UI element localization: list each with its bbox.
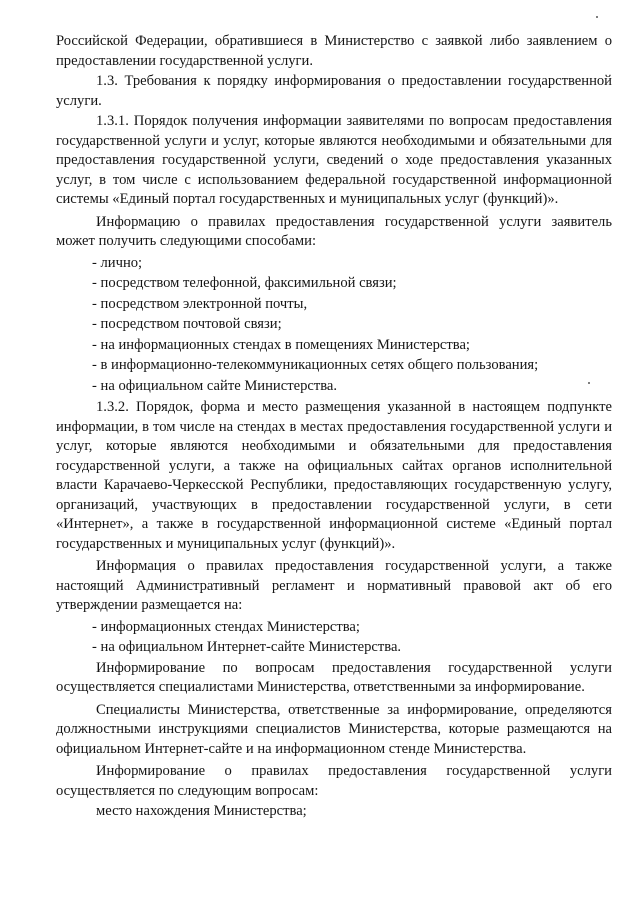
document-body (56, 32, 612, 822)
paragraph-section-1-3: 1.3. Требования к порядку информирования о предоставлении государственной услуги. (56, 73, 612, 109)
paragraph-specialists-duties: Специалисты Министерства, ответственные за информирование, определяются должностными инструкциями специалистов Министерства, которые размещаются на официальном Интернет-сайте и на информационном стенде Министерства. (56, 701, 612, 757)
list-item: - на информационных стендах в помещениях Министерства; (92, 336, 470, 353)
paragraph-section-1-3-1: 1.3.1. Порядок получения информации заявителями по вопросам предоставления государственной услуги и услуг, которые являются необходимыми и обязательными для предоставления государственной услуги, сведений о ходе предоставления указанных услуг, в том числе с использованием федеральной государственной информационной системы «Единый портал государственных и муниципальных услуг (функций)». (56, 113, 612, 207)
list-item: - информационных стендах Министерства; (92, 618, 360, 635)
paragraph-ministry-location: место нахождения Министерства; (96, 803, 307, 819)
paragraph-ways-intro: Информацию о правилах предоставления государственной услуги заявитель может получить следующими способами: (56, 213, 612, 249)
list-item: - на официальном сайте Министерства. (92, 377, 338, 394)
list-item: - на официальном Интернет-сайте Министерства. (92, 639, 402, 655)
paragraph-continuation: Российской Федерации, обратившиеся в Министерство с заявкой либо заявлением о предоставлении государственной услуги. (56, 33, 612, 69)
list-item: - лично; (92, 254, 143, 271)
list-item: - посредством почтовой связи; (92, 316, 282, 332)
scan-speck (596, 16, 598, 18)
list-item: - посредством электронной почты, (92, 295, 308, 312)
paragraph-section-1-3-2: 1.3.2. Порядок, форма и место размещения указанной в настоящем подпункте информации, в том числе на стендах в местах предоставления государственной услуги и услуг, которые являются необходимыми и обязательными для предоставления государственной услуги, а также на официальных сайтах органов исполнительной власти Карачаево-Черкесской Республики, предоставляющих государственную услугу, организаций, участвующих в предоставлении государственной услуги, в сети «Интернет», а также в государственной информационной системе «Единый портал государственных и муниципальных услуг (функций)». (56, 399, 612, 552)
paragraph-informing-topics: Информирование о правилах предоставления государственной услуги осуществляется по следующим вопросам: (56, 763, 612, 799)
list-item: - посредством телефонной, факсимильной связи; (92, 275, 397, 291)
paragraph-placement-info: Информация о правилах предоставления государственной услуги, а также настоящий Административный регламент и нормативный правовой акт об его утверждении размещается на: (56, 558, 612, 613)
paragraph-informing-specialists: Информирование по вопросам предоставления государственной услуги осуществляется специалистами Министерства, ответственными за информирование. (56, 659, 612, 695)
list-item: - в информационно-телекоммуникационных сетях общего пользования; (92, 357, 539, 373)
scan-speck (588, 382, 590, 384)
